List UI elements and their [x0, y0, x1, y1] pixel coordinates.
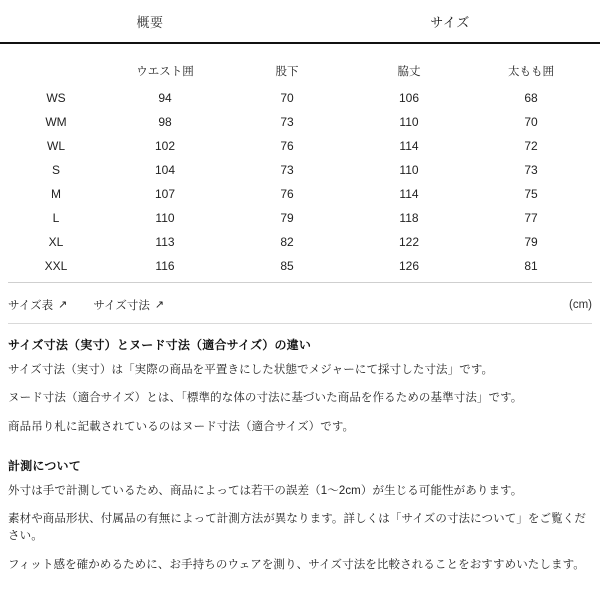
cell-xl-thigh: 79 — [524, 235, 538, 249]
cell-wl-thigh: 72 — [524, 139, 538, 153]
table-row — [8, 206, 592, 230]
tab-size[interactable] — [300, 0, 600, 42]
cell-ws-sidelength: 106 — [398, 91, 420, 105]
row-label-ws: WS — [46, 91, 66, 105]
notes-paragraph: 外寸は手で計測しているため、商品によっては若干の誤差（1〜2cm）が生じる可能性があります。 — [8, 484, 523, 497]
unit-label: (cm) — [569, 299, 592, 311]
size-table-header-row — [8, 44, 592, 86]
link-size-measurement[interactable] — [93, 297, 164, 313]
row-label-l: L — [52, 211, 60, 225]
notes-paragraph: サイズ寸法（実寸）は「実際の商品を平置きにした状態でメジャーにて採寸した寸法」です。 — [8, 364, 494, 376]
cell-xxl-thigh: 81 — [524, 258, 538, 273]
tab-bar — [0, 0, 600, 44]
column-header-sidelength: 脇丈 — [397, 66, 421, 78]
table-row — [8, 182, 592, 206]
tab-overview-label: 概要 — [136, 14, 164, 30]
notes-paragraph: フィット感を確かめるために、お手持ちのウェアを測り、サイズ寸法を比較されることをおすすめいたします。 — [8, 558, 585, 571]
cell-wl-sidelength: 114 — [399, 139, 419, 153]
size-table-head — [8, 44, 592, 86]
column-header-waist: ウエスト囲 — [136, 66, 194, 78]
notes-spacer — [8, 447, 592, 457]
tab-size-label: サイズ — [430, 14, 470, 30]
cell-xl-waist: 113 — [155, 235, 175, 249]
cell-m-inseam: 76 — [280, 187, 294, 201]
size-table-corner — [8, 44, 104, 86]
cell-ws-thigh: 68 — [524, 91, 538, 105]
notes-paragraph: 商品吊り札に記載されているのはヌード寸法（適合サイズ）です。 — [8, 420, 355, 433]
table-row — [8, 254, 592, 278]
row-label-wm: WM — [45, 115, 67, 129]
cell-s-thigh: 73 — [524, 163, 538, 177]
cell-l-sidelength: 118 — [399, 211, 419, 225]
external-link-icon: ↗ — [154, 299, 165, 311]
cell-wm-inseam: 73 — [280, 115, 294, 129]
size-table-wrap — [0, 44, 600, 283]
row-label-s: S — [51, 163, 60, 177]
row-label-xl: XL — [48, 235, 64, 249]
cell-m-thigh: 75 — [524, 187, 538, 201]
external-link-icon: ↗ — [58, 299, 68, 311]
notes-section — [8, 324, 592, 574]
cell-s-sidelength: 110 — [399, 163, 419, 177]
column-header-inseam: 股下 — [275, 66, 299, 78]
tab-overview[interactable] — [0, 0, 300, 42]
cell-wl-inseam: 76 — [280, 139, 294, 153]
notes-heading-measurement: 計測について — [8, 458, 81, 473]
table-row — [8, 86, 592, 110]
cell-wm-waist: 98 — [158, 115, 172, 129]
notes-paragraph: ヌード寸法（適合サイズ）とは、「標準的な体の寸法に基づいた商品を作るための基準寸法」です。 — [8, 392, 523, 405]
cell-xxl-waist: 116 — [155, 258, 175, 273]
row-label-m: M — [51, 187, 61, 201]
cell-s-waist: 104 — [154, 163, 176, 177]
row-label-wl: WL — [47, 139, 65, 153]
cell-wm-sidelength: 110 — [399, 115, 419, 129]
notes-heading-difference: サイズ寸法（実寸）とヌード寸法（適合サイズ）の違い — [8, 338, 312, 352]
cell-m-sidelength: 114 — [399, 187, 419, 201]
link-size-chart-label: サイズ表 — [8, 300, 54, 312]
table-row — [8, 110, 592, 134]
cell-ws-waist: 94 — [158, 91, 172, 105]
cell-wl-waist: 102 — [154, 139, 176, 153]
table-row — [8, 134, 592, 158]
cell-ws-inseam: 70 — [280, 91, 294, 105]
cell-s-inseam: 73 — [280, 163, 294, 177]
cell-l-thigh: 77 — [524, 211, 538, 225]
cell-m-waist: 107 — [154, 187, 176, 201]
cell-xxl-inseam: 85 — [280, 258, 294, 273]
cell-l-waist: 110 — [155, 211, 175, 225]
link-size-measurement-label: サイズ寸法 — [93, 300, 150, 312]
column-header-thigh: 太もも囲 — [508, 66, 554, 78]
notes-paragraph: 素材や商品形状、付属品の有無によって計測方法が異なります。詳しくは「サイズの寸法について」をご覧ください。 — [8, 513, 586, 543]
size-links-row — [8, 283, 592, 317]
cell-xxl-sidelength: 126 — [398, 258, 420, 273]
row-label-xxl: XXL — [44, 258, 68, 273]
table-row — [8, 230, 592, 254]
cell-xl-inseam: 82 — [280, 235, 294, 249]
table-row — [8, 158, 592, 182]
cell-xl-sidelength: 122 — [398, 235, 420, 249]
cell-wm-thigh: 70 — [524, 115, 538, 129]
size-table — [8, 44, 592, 278]
cell-l-inseam: 79 — [280, 211, 294, 225]
size-table-body — [8, 86, 592, 278]
link-size-chart[interactable] — [8, 297, 67, 313]
